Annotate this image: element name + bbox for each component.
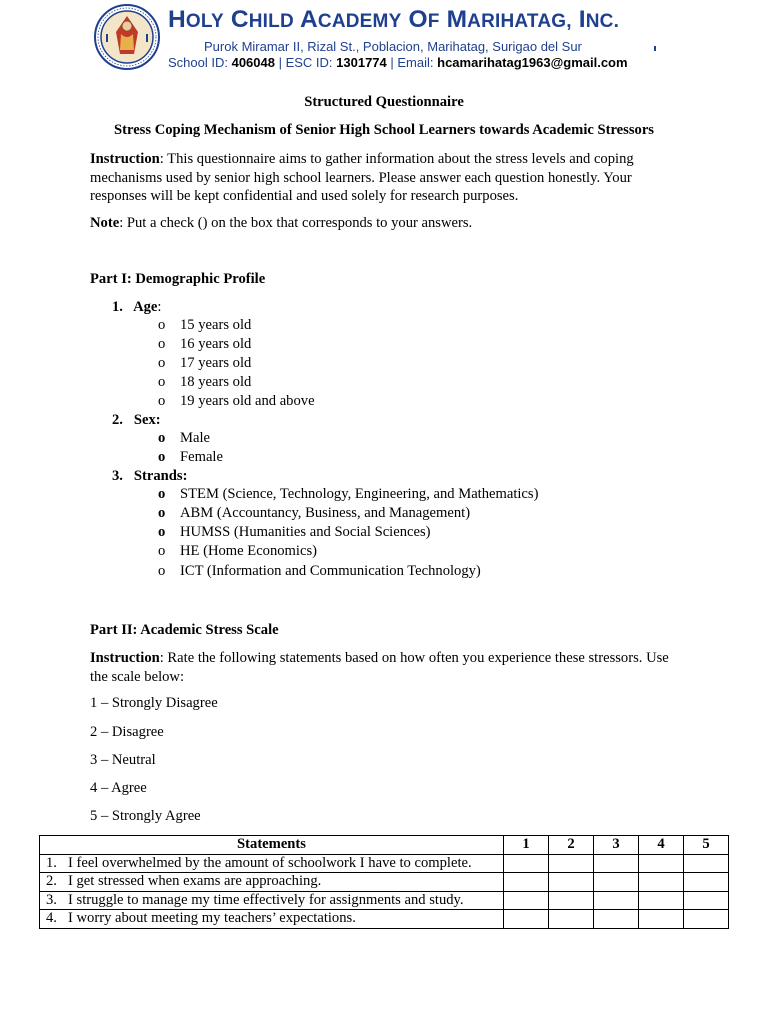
header-5: 5 [684, 836, 729, 855]
question-strands [112, 468, 187, 485]
instruction-paragraph [90, 150, 680, 206]
school-address: Purok Miramar II, Rizal St., Poblacion, Marihatag, Surigao del Sur [204, 39, 582, 54]
question-suffix: : [157, 299, 162, 315]
option-label: 16 years old [180, 336, 252, 352]
question-sex [112, 412, 161, 429]
esc-id-value: 1301774 [336, 55, 387, 70]
rating-cell[interactable] [639, 910, 684, 929]
option-label: ABM (Accountancy, Business, and Management) [180, 505, 471, 521]
option-label: HUMSS (Humanities and Social Sciences) [180, 524, 431, 540]
table-header-row [40, 836, 729, 855]
option-label: STEM (Science, Technology, Engineering, and Mathematics) [180, 486, 539, 502]
option-strand[interactable] [158, 543, 317, 560]
note-text: : Put a check () on the box that corresponds to your answers. [119, 215, 473, 231]
header-2: 2 [549, 836, 594, 855]
email-label: | Email: [386, 55, 438, 70]
scale-item: 1 – Strongly Disagree [90, 695, 218, 711]
rating-cell[interactable] [504, 873, 549, 892]
option-sex[interactable] [158, 449, 223, 466]
option-marker: o [158, 336, 166, 352]
document-title: Structured Questionnaire [304, 94, 464, 110]
option-strand[interactable] [158, 563, 481, 580]
option-marker: o [158, 355, 166, 371]
option-strand[interactable] [158, 486, 538, 503]
rating-cell[interactable] [504, 854, 549, 873]
note-label: Note [90, 215, 120, 231]
stress-scale-table [39, 835, 729, 929]
option-marker: o [158, 543, 166, 559]
rating-cell[interactable] [549, 891, 594, 910]
scale-item: 5 – Strongly Agree [90, 808, 201, 824]
option-label: HE (Home Economics) [180, 543, 317, 559]
note-paragraph [90, 214, 680, 233]
option-marker: o [158, 317, 166, 333]
rating-cell[interactable] [684, 873, 729, 892]
statement-text: I get stressed when exams are approaching. [68, 873, 322, 890]
part2-instruction [90, 649, 680, 686]
row-number: 1. [46, 854, 57, 871]
row-number: 3. [46, 891, 57, 908]
row-number: 2. [46, 873, 57, 890]
school-name: HOLY CHILD ACADEMY OF MARIHATAG, INC. [168, 6, 620, 33]
option-marker: o [158, 486, 166, 502]
rating-cell[interactable] [594, 891, 639, 910]
question-age [112, 299, 161, 316]
option-strand[interactable] [158, 524, 431, 541]
option-label: 19 years old and above [180, 393, 315, 409]
option-label: 18 years old [180, 374, 252, 390]
option-marker: o [158, 505, 166, 521]
decorative-dot [654, 46, 656, 51]
statement-text: I struggle to manage my time effectively for assignments and study. [68, 891, 464, 908]
question-label: Age [133, 299, 158, 315]
rating-cell[interactable] [549, 873, 594, 892]
part2-instruction-text: : Rate the following statements based on how often you experience these stressors. Use the scale below: [90, 650, 669, 685]
option-age[interactable] [158, 317, 251, 334]
rating-cell[interactable] [639, 873, 684, 892]
instruction-label: Instruction [90, 151, 160, 167]
option-age[interactable] [158, 393, 315, 410]
table-row [40, 891, 729, 910]
school-id-label: School ID: [168, 55, 232, 70]
rating-cell[interactable] [684, 910, 729, 929]
question-number: 2. [112, 412, 123, 428]
scale-item: 3 – Neutral [90, 752, 156, 768]
statement-cell [40, 854, 504, 873]
table-row [40, 854, 729, 873]
rating-cell[interactable] [594, 854, 639, 873]
table-row [40, 910, 729, 929]
scale-item: 4 – Agree [90, 780, 147, 796]
email-value: hcamarihatag1963@gmail.com [437, 55, 628, 70]
option-marker: o [158, 449, 166, 465]
statement-text: I worry about meeting my teachers’ expectations. [68, 910, 356, 927]
rating-cell[interactable] [594, 910, 639, 929]
statement-cell [40, 910, 504, 929]
statement-cell [40, 873, 504, 892]
rating-cell[interactable] [684, 891, 729, 910]
school-seal-icon [94, 4, 160, 70]
part2-heading: Part II: Academic Stress Scale [90, 622, 279, 638]
school-ids [168, 55, 628, 70]
row-number: 4. [46, 910, 57, 927]
header-3: 3 [594, 836, 639, 855]
rating-cell[interactable] [639, 854, 684, 873]
option-label: ICT (Information and Communication Technology) [180, 563, 481, 579]
rating-cell[interactable] [549, 910, 594, 929]
instruction-text: : This questionnaire aims to gather information about the stress levels and coping mechanisms used by senior high school learners. Please answer each question honestly. Your responses will be kept confidential and used solely for research purposes. [90, 151, 634, 204]
letterhead [92, 2, 682, 76]
option-age[interactable] [158, 355, 251, 372]
option-label: 15 years old [180, 317, 252, 333]
document-subtitle: Stress Coping Mechanism of Senior High School Learners towards Academic Stressors [114, 122, 654, 138]
option-strand[interactable] [158, 505, 470, 522]
esc-id-label: | ESC ID: [274, 55, 337, 70]
part2-instruction-label: Instruction [90, 650, 160, 666]
option-label: Female [180, 449, 223, 465]
option-marker: o [158, 374, 166, 390]
school-id-value: 406048 [231, 55, 275, 70]
part1-heading: Part I: Demographic Profile [90, 271, 266, 287]
question-label: Sex: [133, 412, 161, 428]
option-marker: o [158, 430, 166, 446]
statement-text: I feel overwhelmed by the amount of schoolwork I have to complete. [68, 854, 472, 871]
rating-cell[interactable] [549, 854, 594, 873]
option-age[interactable] [158, 336, 251, 353]
option-marker: o [158, 524, 166, 540]
rating-cell[interactable] [504, 910, 549, 929]
header-1: 1 [504, 836, 549, 855]
question-label: Strands: [133, 468, 188, 484]
rating-cell[interactable] [684, 854, 729, 873]
option-marker: o [158, 393, 166, 409]
header-4: 4 [639, 836, 684, 855]
statement-cell [40, 891, 504, 910]
question-number: 3. [112, 468, 123, 484]
table-row [40, 873, 729, 892]
option-marker: o [158, 563, 166, 579]
header-statements: Statements [40, 836, 504, 855]
rating-cell[interactable] [639, 891, 684, 910]
option-label: Male [180, 430, 210, 446]
rating-cell[interactable] [504, 891, 549, 910]
option-age[interactable] [158, 374, 251, 391]
option-label: 17 years old [180, 355, 252, 371]
option-sex[interactable] [158, 430, 210, 447]
question-number: 1. [112, 299, 123, 315]
scale-item: 2 – Disagree [90, 724, 164, 740]
rating-cell[interactable] [594, 873, 639, 892]
